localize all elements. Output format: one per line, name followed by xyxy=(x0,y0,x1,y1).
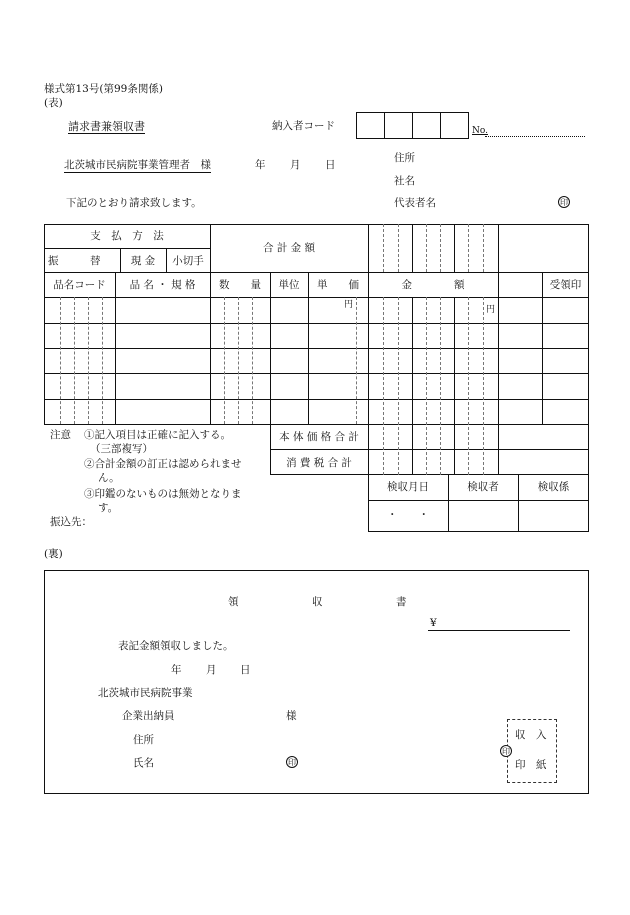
rep-seal-icon: 印 xyxy=(560,198,568,207)
receipt-title-1: 領 xyxy=(228,596,239,608)
note-2b: ん。 xyxy=(98,472,120,484)
price-yen-unit: 円 xyxy=(344,300,354,310)
addressee-year: 年 xyxy=(255,159,266,171)
company-label: 社名 xyxy=(394,175,415,187)
col-unit-header: 単位 xyxy=(278,279,300,291)
notes-label: 注意 xyxy=(50,429,71,441)
inspect-date-value[interactable]: ・ ・ xyxy=(387,509,429,521)
receipt-seal-icon: 印 xyxy=(288,758,296,767)
note-2a: ②合計金額の訂正は認められませ xyxy=(84,458,242,470)
receipt-name-label: 氏名 xyxy=(133,757,154,769)
no-field[interactable] xyxy=(485,136,585,137)
request-text: 下記のとおり請求致します。 xyxy=(66,197,202,209)
addressee: 北茨城市民病院事業管理者 様 xyxy=(64,159,211,171)
note-3a: ③印鑑のないものは無効となりま xyxy=(84,488,242,500)
col-qty-header: 数 量 xyxy=(219,279,261,291)
col-code-header: 品名コード xyxy=(53,279,106,291)
treasurer-label: 企業出納員 xyxy=(122,710,175,722)
net-total-label: 本 体 価 格 合 計 xyxy=(279,431,359,443)
payment-method-header: 支 払 方 法 xyxy=(90,230,164,242)
inspect-date-header: 検収月日 xyxy=(387,481,429,493)
treasurer-sama: 様 xyxy=(286,710,297,722)
receipt-address-label: 住所 xyxy=(133,734,154,746)
cash-label: 現 金 xyxy=(130,255,156,267)
receipt-title-2: 収 xyxy=(312,596,323,608)
addressee-month: 月 xyxy=(290,159,301,171)
receipt-org: 北茨城市民病院事業 xyxy=(98,687,193,699)
col-name-header: 品 名 ・ 規 格 xyxy=(129,279,196,291)
bank-label: 振込先： xyxy=(50,516,92,528)
col-price-header: 単 価 xyxy=(317,279,359,291)
revenue-stamp-text-2: 印 紙 xyxy=(515,759,547,771)
doc-title: 請求書兼領収書 xyxy=(68,120,145,133)
inspector-header: 検収者 xyxy=(467,481,499,493)
no-label: No. xyxy=(472,126,488,136)
tax-total-label: 消 費 税 合 計 xyxy=(286,457,352,469)
revenue-stamp-text-1: 収 入 xyxy=(515,729,547,741)
address-label: 住所 xyxy=(394,152,415,164)
form-number: 様式第13号(第99条関係) xyxy=(44,83,163,95)
addressee-day: 日 xyxy=(325,159,336,171)
check-label: 小切手 xyxy=(172,255,204,267)
col-receipt-seal-header: 受領印 xyxy=(549,279,582,291)
payer-code-label: 納入者コード xyxy=(272,120,335,132)
total-amount-header: 合 計 金 額 xyxy=(262,242,315,254)
receipt-month: 月 xyxy=(206,664,217,676)
col-amount-header: 金 額 xyxy=(401,279,465,291)
back-side-label: (裏) xyxy=(44,548,63,560)
transfer-label: 振 替 xyxy=(48,255,101,267)
yen-mark: ¥ xyxy=(430,617,437,629)
received-text: 表記金額領収しました。 xyxy=(118,640,234,652)
stamp-seal-icon: 印 xyxy=(502,747,510,756)
note-3b: す。 xyxy=(98,502,119,514)
receipt-amount-field[interactable] xyxy=(428,630,570,631)
note-1: ①記入項目は正確に記入する。 xyxy=(84,429,231,441)
note-1b: （三部複写） xyxy=(90,443,153,455)
receipt-year: 年 xyxy=(171,664,182,676)
receipt-title-3: 書 xyxy=(396,596,407,608)
amount-yen-unit: 円 xyxy=(486,305,496,315)
front-side-label: (表) xyxy=(44,97,63,109)
receipt-day: 日 xyxy=(240,664,251,676)
rep-label: 代表者名 xyxy=(394,197,436,209)
inspect-staff-header: 検収係 xyxy=(537,481,570,493)
